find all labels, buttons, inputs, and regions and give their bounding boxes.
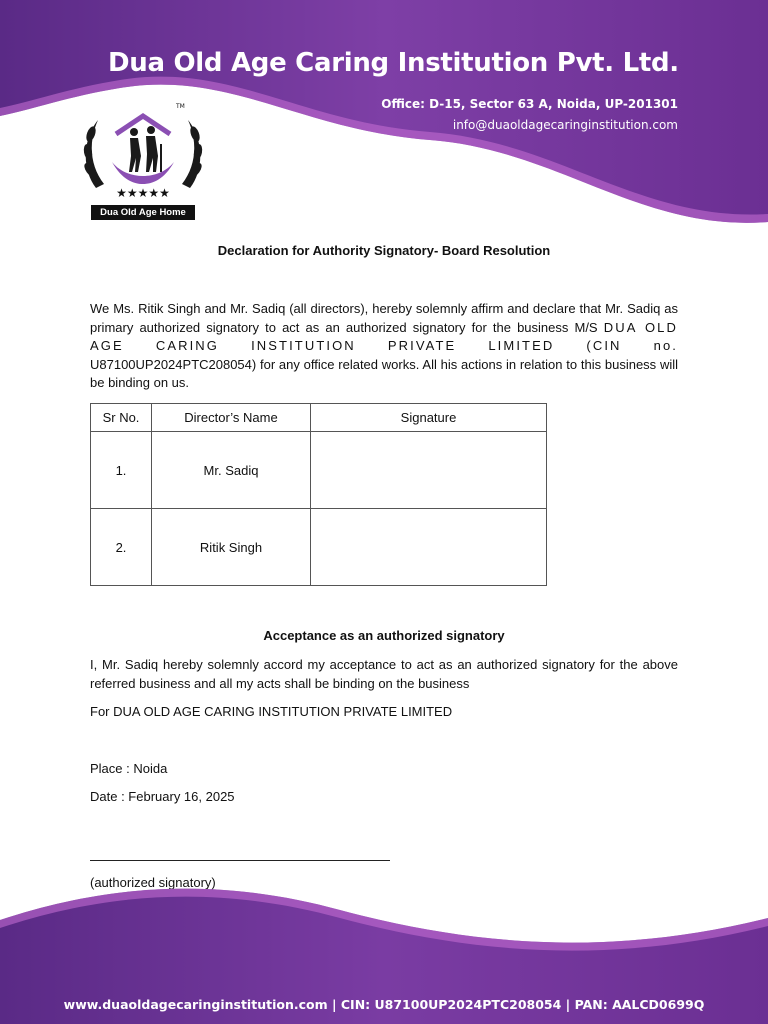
row-sr-no: 2. xyxy=(91,509,152,586)
row-director-name: Mr. Sadiq xyxy=(152,432,311,509)
rating-stars-icon: ★★★★★ xyxy=(116,186,170,200)
trademark-mark: TM xyxy=(176,103,185,110)
place-line: Place : Noida xyxy=(90,761,168,776)
header-director-name: Director’s Name xyxy=(152,404,311,432)
table-header-row xyxy=(91,404,547,432)
table-row xyxy=(91,509,547,586)
row-director-name: Ritik Singh xyxy=(152,509,311,586)
declaration-company-caps: DUA OLD AGE CARING INSTITUTION PRIVATE LIMITED (CIN no. xyxy=(90,319,678,353)
declaration-paragraph xyxy=(90,300,678,393)
document-title: Declaration for Authority Signatory- Board Resolution xyxy=(217,243,551,258)
row-sr-no: 1. xyxy=(91,432,152,509)
logo-label: Dua Old Age Home xyxy=(91,205,195,220)
footer-text: www.duaoldagecaringinstitution.com | CIN: U87100UP2024PTC208054 | PAN: AALCD0699Q xyxy=(63,997,705,1012)
declaration-text-1: We Ms. Ritik Singh and Mr. Sadiq (all directors), hereby solemnly affirm and declare that Mr. Sadiq as primary authorized signatory to act as an authorized signatory for the business M/S xyxy=(90,301,678,335)
directors-table xyxy=(90,403,547,586)
acceptance-paragraph: I, Mr. Sadiq hereby solemnly accord my acceptance to act as an authorized signatory for the above referred business and all my acts shall be binding on the business xyxy=(90,657,678,691)
company-name: Dua Old Age Caring Institution Pvt. Ltd. xyxy=(108,48,679,78)
header-sr-no: Sr No. xyxy=(91,404,152,432)
header-signature: Signature xyxy=(311,404,547,432)
email-link[interactable]: info@duaoldagecaringinstitution.com xyxy=(452,118,678,132)
signature-cell xyxy=(311,509,547,586)
declaration-text-2: U87100UP2024PTC208054) for any office related works. All his actions in relation to this business will be binding on us. xyxy=(90,356,678,390)
date-line: Date : February 16, 2025 xyxy=(90,789,235,804)
table-row xyxy=(91,432,547,509)
office-address: Office: D-15, Sector 63 A, Noida, UP-201301 xyxy=(381,97,678,111)
signature-cell xyxy=(311,432,547,509)
for-company-line: For DUA OLD AGE CARING INSTITUTION PRIVATE LIMITED xyxy=(90,704,453,719)
signatory-label: (authorized signatory) xyxy=(90,875,216,890)
acceptance-title: Acceptance as an authorized signatory xyxy=(263,628,505,643)
